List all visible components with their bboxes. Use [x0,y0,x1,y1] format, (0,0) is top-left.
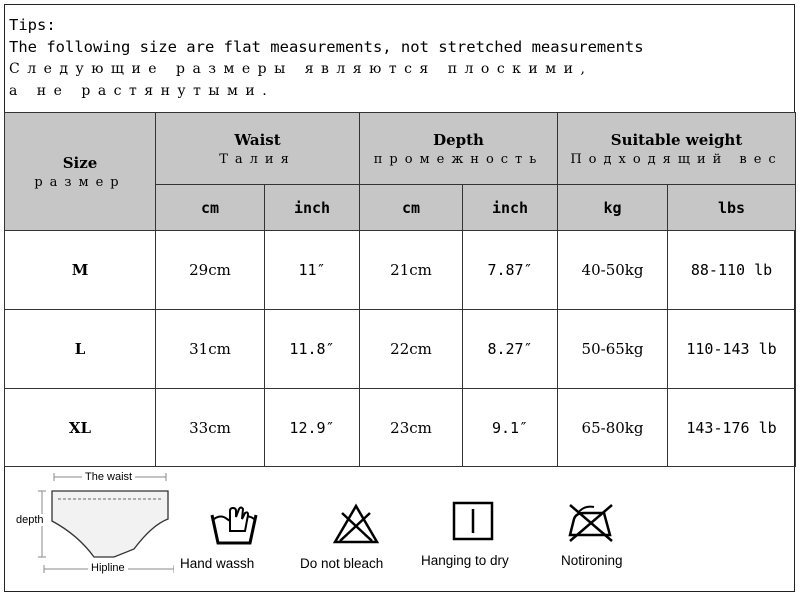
diagram-waist-label: The waist [82,471,135,483]
row-waist-inch: 11.8″ [265,310,360,389]
row-weight-kg: 40-50kg [558,231,668,310]
row-waist-inch: 11″ [265,231,360,310]
tips-english-line: The following size are flat measurements, not stretched measurements [9,38,644,56]
depth-header [360,113,558,185]
no-bleach-label: Do not bleach [300,556,384,571]
depth-header-ru: промежность [373,151,544,167]
row-depth-cm: 23cm [360,389,463,467]
row-weight-lbs: 143-176 lb [668,389,796,467]
weight-header-en: Suitable weight [610,130,743,149]
size-header-en: Size [62,153,98,172]
waist-header-en: Waist [234,130,281,149]
row-size: M [5,231,156,310]
weight-header-ru: Подходящий вес [570,151,783,167]
row-weight-kg: 50-65kg [558,310,668,389]
hang-dry-icon [452,501,494,541]
row-weight-kg: 65-80kg [558,389,668,467]
row-size: L [5,310,156,389]
unit-waist-cm: cm [156,185,265,231]
row-depth-inch: 7.87″ [463,231,558,310]
row-waist-inch: 12.9″ [265,389,360,467]
size-header-ru: размер [34,174,126,190]
row-depth-cm: 21cm [360,231,463,310]
no-iron-label: Notironing [561,553,623,568]
no-bleach-icon [332,503,380,545]
tips-russian-line-2: а не растянутыми. [9,83,275,99]
tips-title: Tips: [9,16,56,34]
size-header [5,113,156,231]
size-table [4,112,796,467]
unit-waist-inch: inch [265,185,360,231]
row-depth-inch: 8.27″ [463,310,558,389]
row-size: XL [5,389,156,467]
depth-header-en: Depth [433,130,484,149]
unit-weight-kg: kg [558,185,668,231]
hang-dry-label: Hanging to dry [421,553,509,568]
row-weight-lbs: 88-110 lb [668,231,796,310]
waist-header [156,113,360,185]
row-depth-inch: 9.1″ [463,389,558,467]
row-waist-cm: 33cm [156,389,265,467]
tips-block [9,14,789,102]
weight-header [558,113,796,185]
hand-wash-label: Hand wassh [180,556,255,571]
unit-depth-inch: inch [463,185,558,231]
waist-header-ru: Талия [219,151,296,167]
tips-russian-line-1: Следующие размеры являются плоскими, [9,61,593,77]
no-iron-icon [564,501,618,543]
care-section [4,465,795,592]
row-depth-cm: 22cm [360,310,463,389]
row-waist-cm: 29cm [156,231,265,310]
table-row [5,389,796,467]
hand-wash-icon [208,503,260,547]
row-waist-cm: 31cm [156,310,265,389]
unit-weight-lbs: lbs [668,185,796,231]
unit-depth-cm: cm [360,185,463,231]
row-weight-lbs: 110-143 lb [668,310,796,389]
table-row [5,310,796,389]
diagram-hipline-label: Hipline [88,562,128,574]
table-row [5,231,796,310]
diagram-depth-label: depth [16,514,44,526]
